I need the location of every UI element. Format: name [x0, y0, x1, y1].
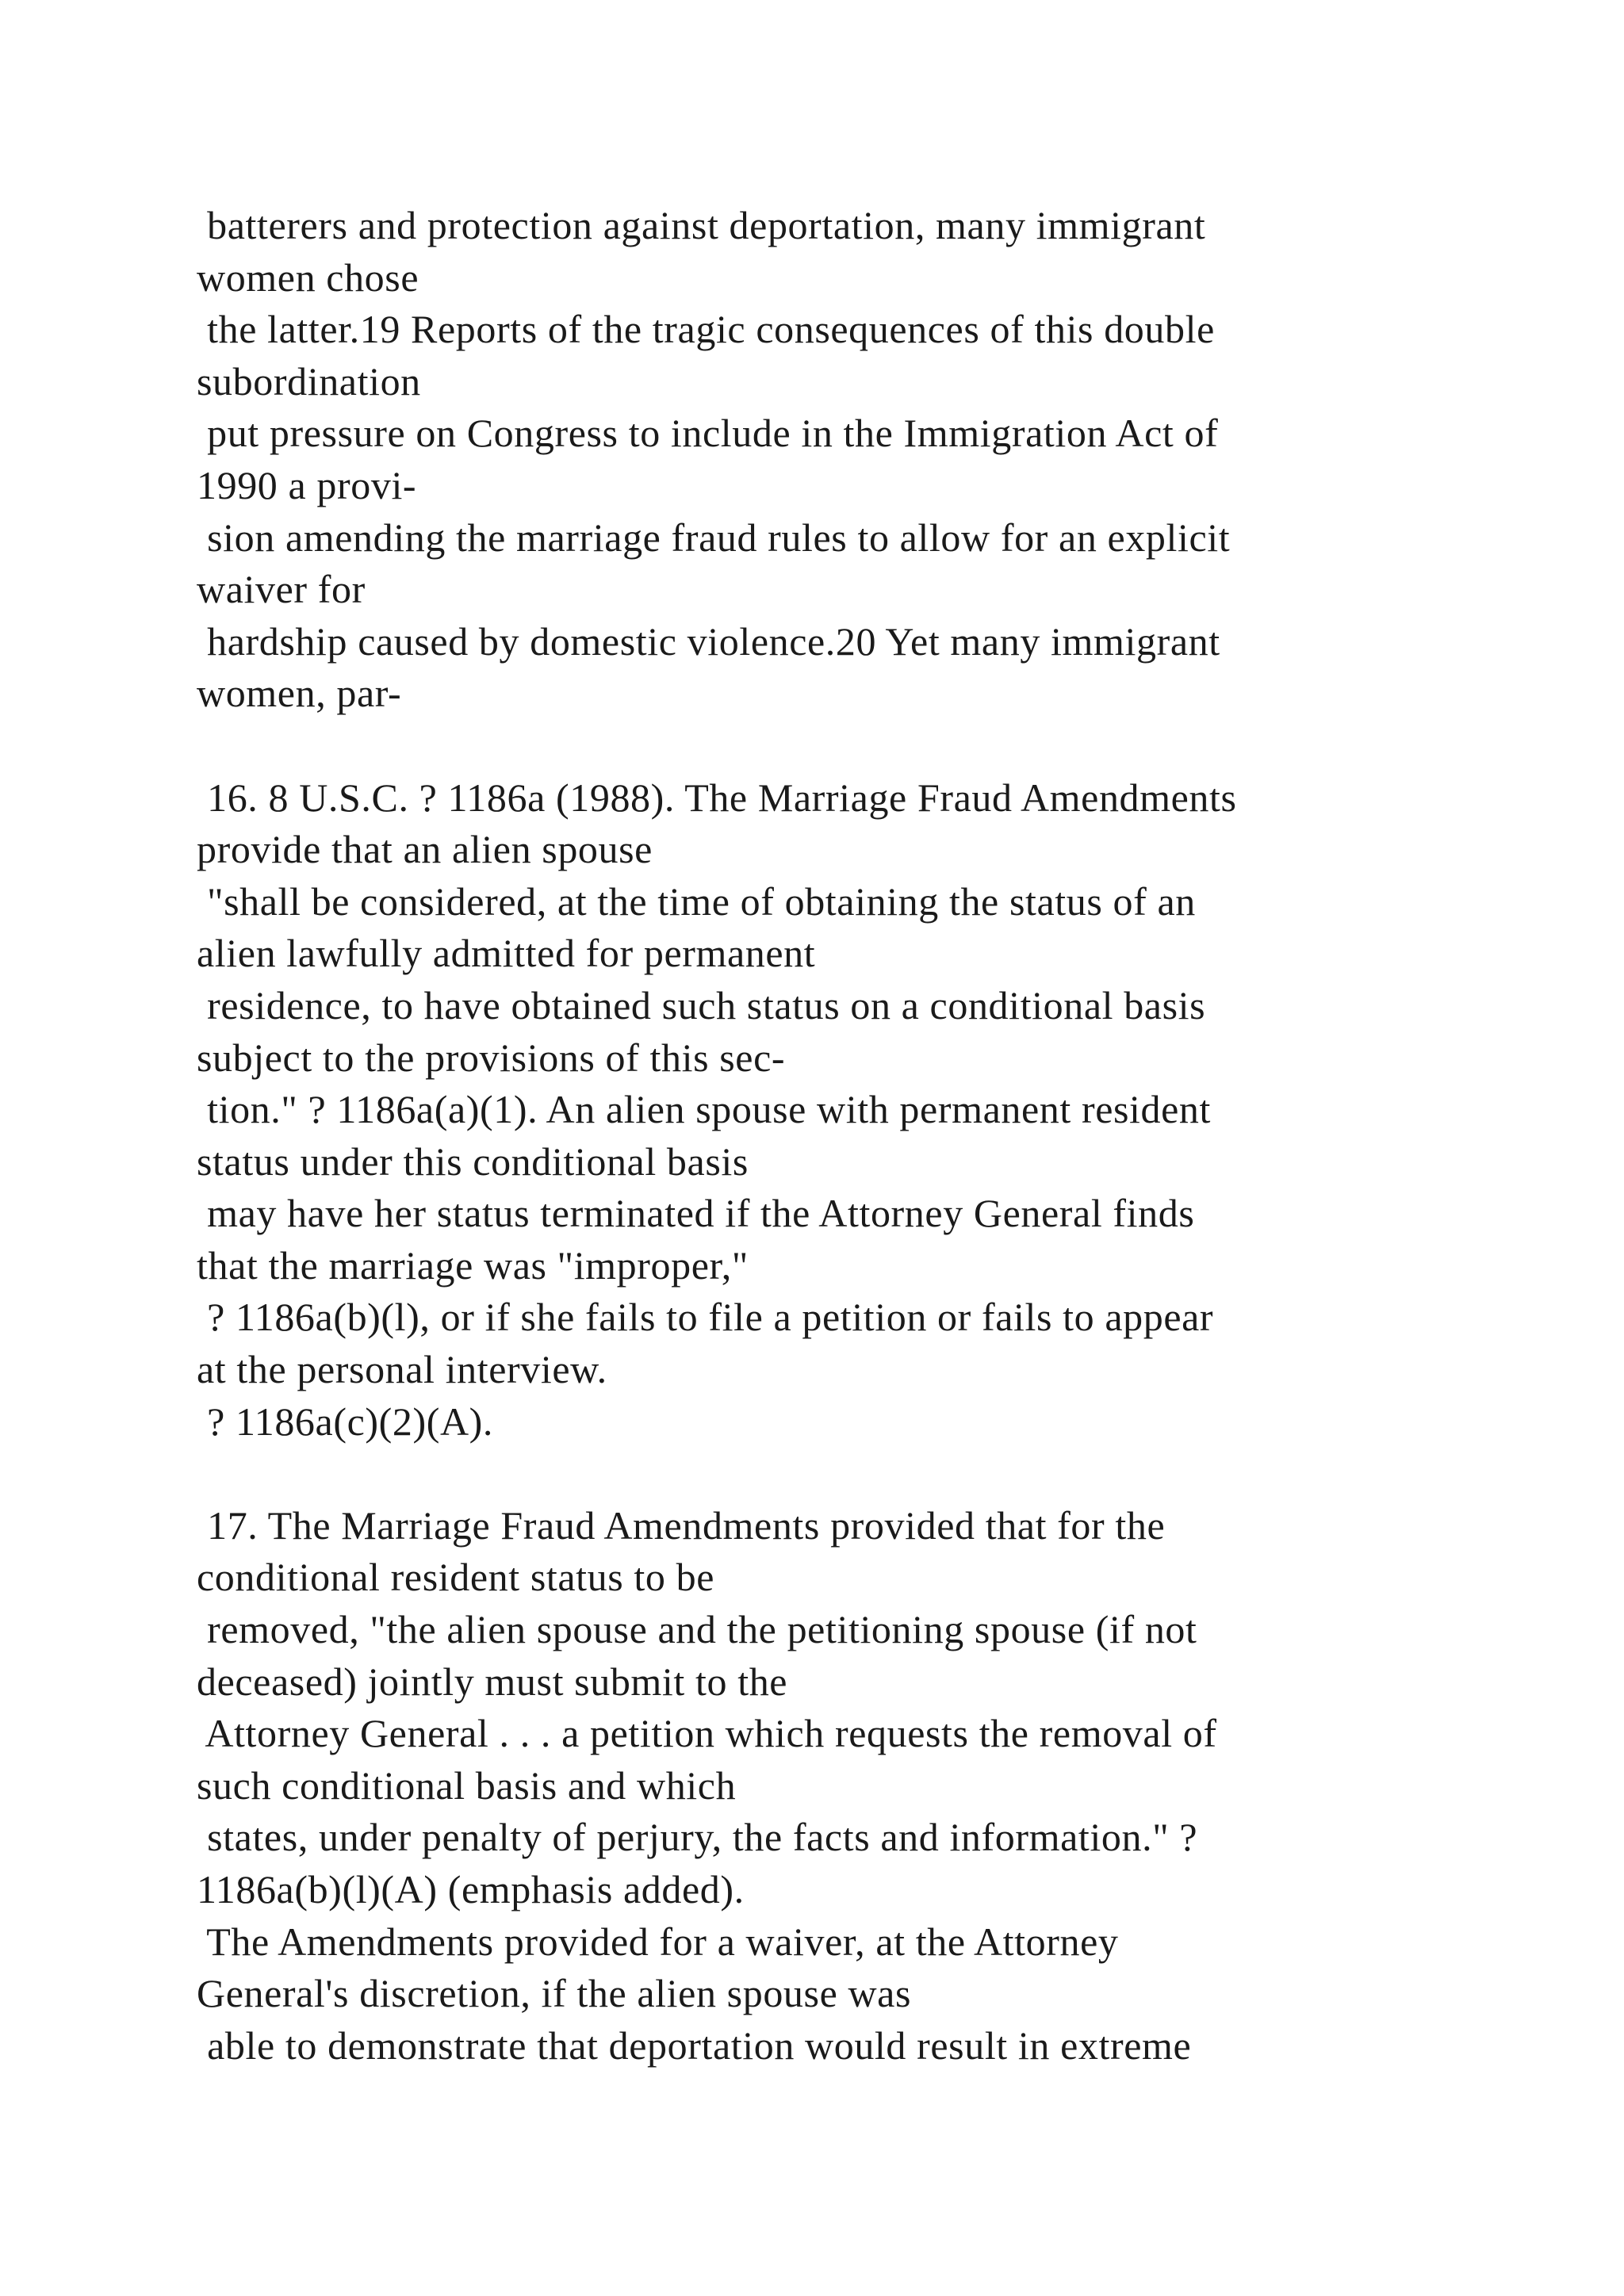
text-line: waiver for: [197, 567, 366, 612]
text-line: the latter.19 Reports of the tragic consequences of this double: [197, 307, 1215, 352]
text-line: Attorney General . . . a petition which requests the removal of: [197, 1711, 1217, 1756]
text-line: sion amending the marriage fraud rules to allow for an explicit: [197, 515, 1231, 560]
text-line: women, par-: [197, 671, 402, 716]
text-line: The Amendments provided for a waiver, at the Attorney: [197, 1919, 1119, 1964]
text-line: put pressure on Congress to include in the Immigration Act of: [197, 411, 1219, 456]
text-line: subject to the provisions of this sec-: [197, 1035, 786, 1080]
text-line: 1990 a provi-: [197, 462, 417, 507]
text-line: may have her status terminated if the Attorney General finds: [197, 1191, 1195, 1236]
text-line: deceased) jointly must submit to the: [197, 1659, 788, 1704]
text-line: women chose: [197, 254, 419, 300]
text-line: ? 1186a(b)(l), or if she fails to file a petition or fails to appear: [197, 1295, 1214, 1340]
blank-line: [197, 1448, 1545, 1500]
text-line: residence, to have obtained such status on a conditional basis: [197, 982, 1206, 1027]
text-line: removed, "the alien spouse and the petitioning spouse (if not: [197, 1607, 1197, 1652]
text-line: 1186a(b)(l)(A) (emphasis added).: [197, 1867, 745, 1911]
text-line: at the personal interview.: [197, 1347, 607, 1392]
text-line: subordination: [197, 358, 421, 404]
footnote-17-line: 17. The Marriage Fraud Amendments provided that for the: [197, 1502, 1166, 1548]
blank-line: [197, 720, 1545, 772]
document-text-body: [197, 200, 1545, 2072]
text-line: able to demonstrate that deportation would result in extreme: [197, 2022, 1192, 2068]
text-line: provide that an alien spouse: [197, 827, 653, 872]
text-line: General's discretion, if the alien spouse was: [197, 1971, 912, 2016]
text-line: conditional resident status to be: [197, 1555, 715, 1600]
text-line: batterers and protection against deportation, many immigrant: [197, 203, 1206, 247]
text-line: hardship caused by domestic violence.20 Yet many immigrant: [197, 618, 1220, 664]
text-line: status under this conditional basis: [197, 1138, 749, 1184]
text-line: that the marriage was "improper,": [197, 1242, 749, 1288]
text-line: "shall be considered, at the time of obtaining the status of an: [197, 878, 1196, 924]
text-line: alien lawfully admitted for permanent: [197, 931, 816, 976]
text-line: states, under penalty of perjury, the facts and information." ?: [197, 1815, 1198, 1860]
text-line: tion." ? 1186a(a)(1). An alien spouse with permanent resident: [197, 1087, 1212, 1132]
text-line: ? 1186a(c)(2)(A).: [197, 1399, 494, 1444]
footnote-16-line: 16. 8 U.S.C. ? 1186a (1988). The Marriage Fraud Amendments: [197, 775, 1237, 820]
text-line: such conditional basis and which: [197, 1762, 737, 1808]
